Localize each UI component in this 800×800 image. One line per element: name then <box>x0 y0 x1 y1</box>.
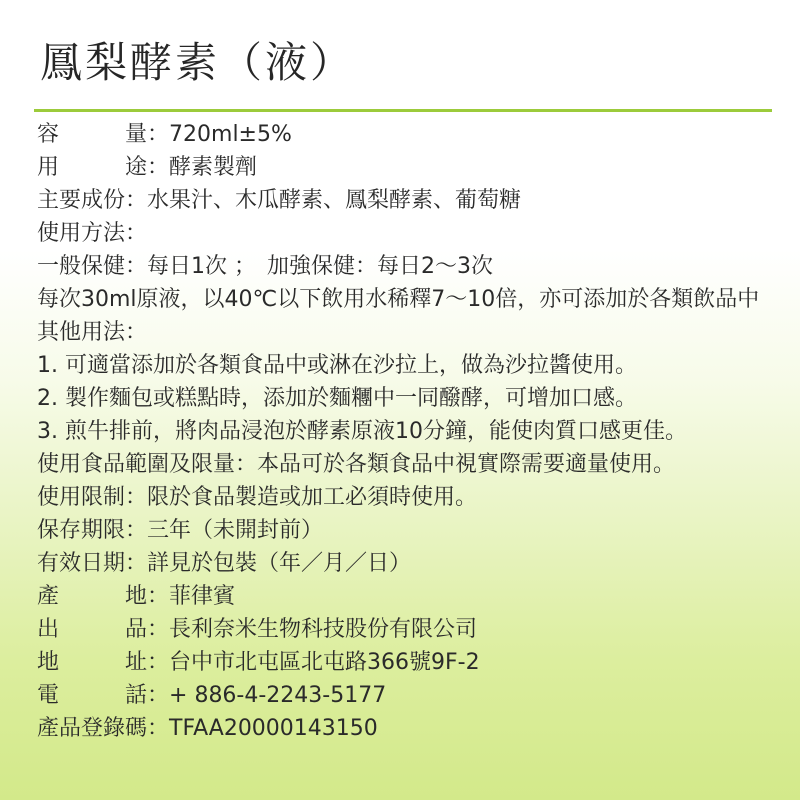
volume-label: 容 量 <box>37 122 147 147</box>
expiry-value: 詳見於包裝（年／月／日） <box>147 551 412 576</box>
volume-row <box>37 118 787 151</box>
ingredients-value: 水果汁、木瓜酵素、鳳梨酵素、葡萄糖 <box>147 188 522 213</box>
title-divider <box>34 109 772 112</box>
phone-value: + 886-4-2243-5177 <box>169 683 387 708</box>
volume-value: 720ml±5% <box>169 122 292 147</box>
separator: ： <box>147 155 170 180</box>
list-item: 1. 可適當添加於各類食品中或淋在沙拉上，做為沙拉醬使用。 <box>37 353 637 378</box>
usage-daily-label: 一般保健 <box>37 254 126 279</box>
product-title: 鳳梨酵素（液） <box>40 38 356 87</box>
purpose-label: 用 途 <box>37 155 147 180</box>
separator: ： <box>147 122 170 147</box>
phone-row <box>37 679 787 712</box>
purpose-value: 酵素製劑 <box>169 155 258 180</box>
separator: ： <box>147 617 170 642</box>
scope-row <box>37 448 787 481</box>
separator: ： <box>147 716 170 741</box>
maker-row <box>37 613 787 646</box>
restriction-row <box>37 481 787 514</box>
list-item: 2. 製作麵包或糕點時，添加於麵糰中一同醱酵，可增加口感。 <box>37 386 637 411</box>
separator: ： <box>147 584 170 609</box>
ingredients-label: 主要成份 <box>37 188 126 213</box>
separator: ： <box>125 485 148 510</box>
separator: ： <box>125 518 148 543</box>
registration-label: 產品登錄碼 <box>37 716 148 741</box>
product-info <box>37 118 787 745</box>
address-value: 台中市北屯區北屯路366號9F-2 <box>169 650 480 675</box>
ingredients-row <box>37 184 787 217</box>
usage-daily-row <box>37 250 787 283</box>
purpose-row <box>37 151 787 184</box>
other-heading-label: 其他用法 <box>37 320 126 345</box>
address-row <box>37 646 787 679</box>
maker-value: 長利奈米生物科技股份有限公司 <box>169 617 478 642</box>
restriction-value: 限於食品製造或加工必須時使用。 <box>147 485 478 510</box>
separator: ： <box>125 320 148 345</box>
address-label: 地 址 <box>37 650 147 675</box>
separator: ： <box>125 254 148 279</box>
separator: ： <box>125 188 148 213</box>
origin-row <box>37 580 787 613</box>
separator: ： <box>125 551 148 576</box>
usage-text: 每次30ml原液，以40℃以下飲用水稀釋7～10倍，亦可添加於各類飲品中 <box>37 287 760 312</box>
usage-heading-row <box>37 217 787 250</box>
separator: ： <box>235 452 258 477</box>
scope-value: 本品可於各類食品中視實際需要適量使用。 <box>257 452 676 477</box>
origin-label: 產 地 <box>37 584 147 609</box>
list-item: 3. 煎牛排前，將肉品浸泡於酵素原液10分鐘，能使肉質口感更佳。 <box>37 419 687 444</box>
expiry-row <box>37 547 787 580</box>
shelf-life-value: 三年（未開封前） <box>147 518 324 543</box>
other-heading-row <box>37 316 787 349</box>
shelf-life-label: 保存期限 <box>37 518 126 543</box>
separator: ： <box>147 683 170 708</box>
usage-daily-value: 每日1次 ； 加強保健：每日2～3次 <box>147 254 494 279</box>
registration-value: TFAA20000143150 <box>169 716 378 741</box>
registration-row <box>37 712 787 745</box>
phone-label: 電 話 <box>37 683 147 708</box>
maker-label: 出 品 <box>37 617 147 642</box>
separator: ： <box>147 650 170 675</box>
separator: ： <box>125 221 148 246</box>
expiry-label: 有效日期 <box>37 551 126 576</box>
restriction-label: 使用限制 <box>37 485 126 510</box>
origin-value: 菲律賓 <box>169 584 236 609</box>
usage-heading-label: 使用方法 <box>37 221 126 246</box>
shelf-life-row <box>37 514 787 547</box>
scope-label: 使用食品範圍及限量 <box>37 452 236 477</box>
